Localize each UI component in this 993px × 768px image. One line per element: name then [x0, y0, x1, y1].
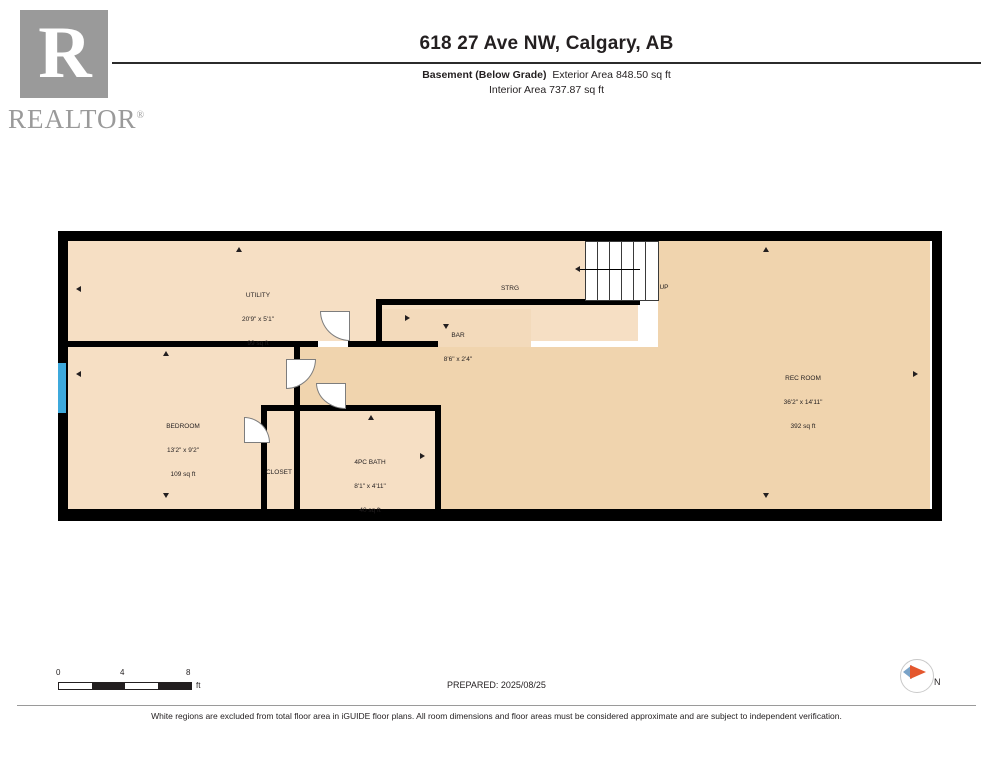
exterior-area: Exterior Area 848.50 sq ft: [552, 69, 671, 81]
realtor-logo-letter: R: [38, 12, 90, 94]
room-label-strg: [480, 269, 540, 309]
room-area-rec-room: 392 sq ft: [790, 423, 816, 430]
floor-plan: [58, 231, 942, 521]
scale-unit: ft: [196, 681, 201, 690]
dimension-arrow-bath-top: [368, 415, 374, 420]
room-dims-bar: 8'6" x 2'4": [443, 356, 473, 363]
interior-area: Interior Area 737.87 sq ft: [489, 84, 604, 96]
room-dims-bedroom: 13'2" x 9'2": [166, 447, 200, 454]
realtor-wordmark: [8, 104, 145, 135]
room-area-bedroom: 109 sq ft: [170, 471, 196, 478]
interior-wall-bath-top: [261, 405, 441, 411]
room-name-bedroom: BEDROOM: [166, 423, 200, 430]
room-name-closet: CLOSET: [265, 469, 292, 476]
dimension-arrow-rec-top: [763, 247, 769, 252]
exterior-wall-top: [58, 231, 942, 241]
room-name-bath: 4PC BATH: [354, 459, 386, 466]
scale-tick-8: 8: [186, 668, 191, 677]
dimension-arrow-bedroom-top: [163, 351, 169, 356]
dimension-arrow-bath-right: [420, 453, 425, 459]
compass-north-label: N: [934, 677, 941, 687]
room-label-utility: [218, 276, 298, 364]
dimension-arrow-rec-right: [913, 371, 918, 377]
room-label-closet: [244, 453, 314, 493]
stair-arrow-line: [580, 269, 640, 270]
realtor-logo-mark: [20, 10, 108, 98]
realtor-wordmark-text: REALTOR: [8, 104, 137, 134]
room-label-up: [648, 268, 680, 308]
interior-wall-bar-left: [376, 299, 382, 347]
room-label-bar: [428, 316, 488, 380]
dimension-arrow-rec-bottom: [763, 493, 769, 498]
subtitle-block: [112, 68, 981, 98]
interior-area-line: [112, 83, 981, 98]
room-label-bath: [330, 443, 410, 531]
room-name-bar: BAR: [451, 332, 465, 339]
room-dims-rec-room: 36'2" x 14'11": [783, 399, 823, 406]
compass-rose: [896, 659, 952, 699]
room-dims-utility: 20'9" x 5'1": [241, 316, 275, 323]
room-area-utility: 99 sq ft: [247, 340, 269, 347]
exterior-wall-right: [932, 231, 942, 521]
prepared-date: PREPARED: 2025/08/25: [447, 680, 546, 690]
footer-divider: [17, 705, 976, 706]
title-divider: [112, 62, 981, 64]
room-name-rec-room: REC ROOM: [785, 375, 821, 382]
room-label-bedroom: [133, 407, 233, 495]
dimension-arrow-utility-left: [76, 286, 81, 292]
dimension-arrow-strg-right: [405, 315, 410, 321]
level-label: Basement (Below Grade): [422, 69, 547, 81]
disclaimer-text: White regions are excluded from total floor area in iGUIDE floor plans. All room dimensions and floor areas must be considered approximate and are subject to independent verification.: [151, 711, 842, 721]
room-label-rec-room: [748, 359, 858, 447]
room-dims-bath: 8'1" x 4'11": [354, 483, 386, 490]
room-name-up: UP: [659, 284, 669, 291]
window-bedroom: [58, 363, 66, 413]
registered-mark: ®: [136, 110, 146, 121]
scale-tick-4: 4: [120, 668, 125, 677]
exterior-wall-bottom: [58, 509, 942, 521]
compass-needle-north: [910, 665, 926, 679]
level-and-exterior-area: [112, 68, 981, 83]
interior-wall-bath-right: [435, 405, 441, 509]
dimension-arrow-utility-top: [236, 247, 242, 252]
interior-wall-utility-bottom-2: [348, 341, 438, 347]
room-name-strg: STRG: [500, 285, 520, 292]
dimension-arrow-bedroom-left: [76, 371, 81, 377]
room-area-bath: 40 sq ft: [359, 507, 381, 514]
room-name-utility: UTILITY: [245, 292, 271, 299]
scale-tick-0: 0: [56, 668, 61, 677]
page-title: 618 27 Ave NW, Calgary, AB: [419, 33, 674, 54]
